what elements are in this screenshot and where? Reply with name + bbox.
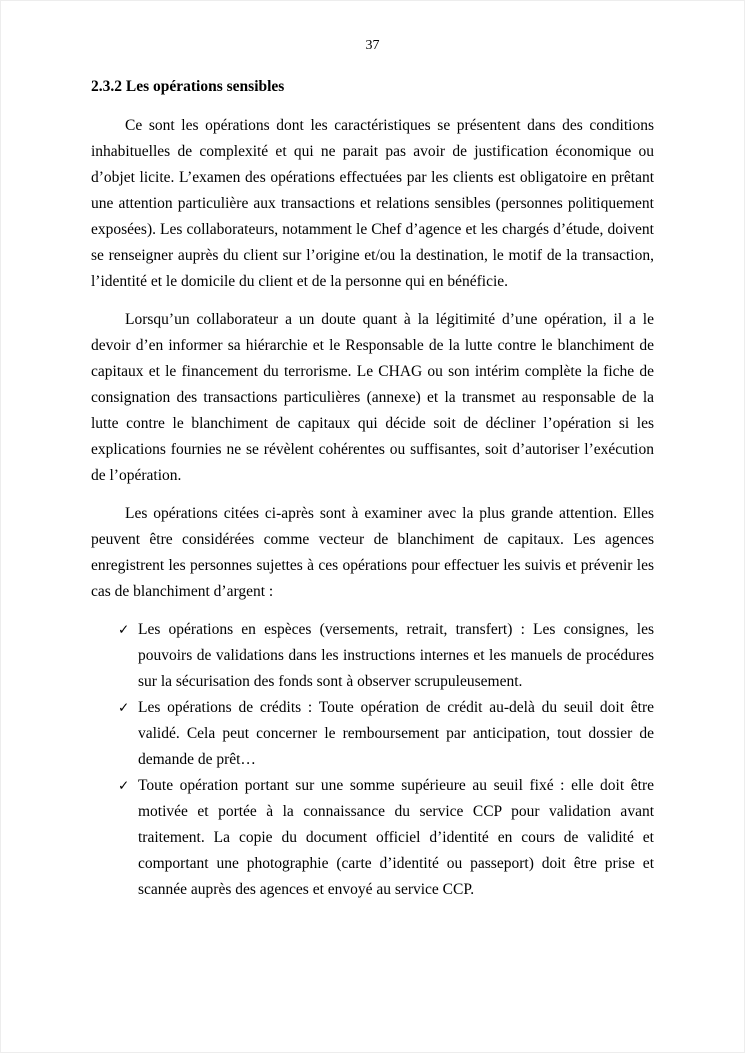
checkmark-icon: ✓ — [118, 778, 130, 794]
page-number: 37 — [365, 38, 380, 53]
checklist — [91, 617, 654, 903]
list-item — [118, 773, 654, 903]
list-item-text: Toute opération portant sur une somme supérieure au seuil fixé : elle doit être motivée et portée à la connaissance du service CCP pour validation avant traitement. La copie du document officiel d’identité en cours de validité et comportant une photographie (carte d’identité ou passeport) doit être prise et scannée auprès des agences et envoyé au service CCP. — [138, 777, 654, 898]
list-item — [118, 617, 654, 695]
list-item-text: Les opérations de crédits : Toute opération de crédit au-delà du seuil doit être validé. Cela peut concerner le remboursement par anticipation, tout dossier de demande de prêt… — [138, 699, 654, 768]
list-item — [118, 695, 654, 773]
checkmark-icon: ✓ — [118, 622, 130, 638]
paragraph-2: Lorsqu’un collaborateur a un doute quant à la légitimité d’une opération, il a le devoir d’en informer sa hiérarchie et le Responsable de la lutte contre le blanchiment de capitaux et le financement du terrorisme. Le CHAG ou son intérim complète la fiche de consignation des transactions particulières (annexe) et la transmet au responsable de la lutte contre le blanchiment de capitaux qui décide soit de décliner l’opération si les explications fournies ne se révèlent cohérentes ou suffisantes, soit d’autoriser l’exécution de l’opération. — [91, 311, 654, 484]
paragraph-3: Les opérations citées ci-après sont à examiner avec la plus grande attention. Elles peuvent être considérées comme vecteur de blanchiment de capitaux. Les agences enregistrent les personnes sujettes à ces opérations pour effectuer les suivis et prévenir les cas de blanchiment d’argent : — [91, 505, 654, 600]
list-item-text: Les opérations en espèces (versements, retrait, transfert) : Les consignes, les pouvoirs de validations dans les instructions internes et les manuels de procédures sur la sécurisation des fonds sont à observer scrupuleusement. — [138, 621, 654, 690]
paragraph-1: Ce sont les opérations dont les caractéristiques se présentent dans des conditions inhabituelles de complexité et qui ne parait pas avoir de justification économique ou d’objet licite. L’examen des opérations effectuées par les clients est obligatoire en prêtant une attention particulière aux transactions et relations sensibles (personnes politiquement exposées). Les collaborateurs, notamment le Chef d’agence et les chargés d’étude, doivent se renseigner auprès du client sur l’origine et/ou la destination, le motif de la transaction, l’identité et le domicile du client et de la personne qui en bénéficie. — [91, 117, 654, 290]
checkmark-icon: ✓ — [118, 700, 130, 716]
section-heading: 2.3.2 Les opérations sensibles — [91, 78, 285, 95]
